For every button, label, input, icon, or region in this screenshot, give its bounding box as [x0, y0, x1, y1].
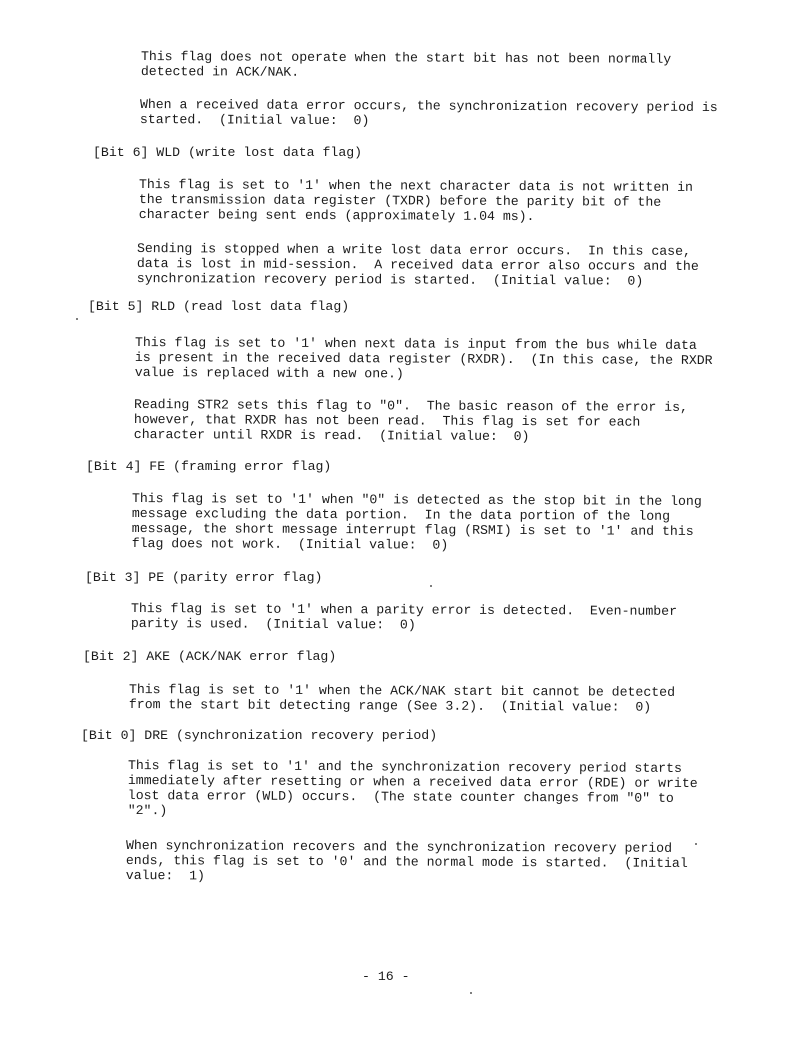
text-line: character being sent ends (approximately 1.04 ms).	[138, 206, 535, 225]
text-line: immediately after resetting or when a received data error (RDE) or write	[127, 772, 698, 791]
heading-bit6: [Bit 6] WLD (write lost data flag)	[93, 145, 363, 160]
text-line: This flag is set to '1' when "0" is detected as the stop bit in the long	[131, 491, 702, 509]
paragraph-fe	[132, 491, 702, 554]
text-line: data is lost in mid-session. A received data error also occurs and the	[136, 255, 699, 274]
scan-speck	[76, 318, 78, 320]
heading-bit5: [Bit 5] RLD (read lost data flag)	[88, 299, 350, 314]
text-line: value: 1)	[125, 867, 205, 884]
text-line: the transmission data register (TXDR) before the parity bit of the	[138, 191, 662, 210]
text-line: is present in the received data register (RXDR). (In this case, the RXDR	[134, 349, 713, 369]
paragraph-dre-1	[128, 758, 698, 821]
text-line: "2".)	[127, 802, 168, 819]
text-line: detected in ACK/NAK.	[140, 63, 300, 80]
scan-speck	[695, 843, 697, 845]
text-line: lost data error (WLD) occurs. (The state counter changes from "0" to	[127, 787, 674, 806]
paragraph-ack-nak-note	[141, 49, 671, 82]
text-line: This flag does not operate when the start bit has not been normally	[140, 49, 672, 67]
text-line: message excluding the data portion. In the data portion of the long	[131, 505, 671, 524]
text-line: This flag is set to '1' and the synchronization recovery period starts	[127, 758, 682, 776]
text-line: from the start bit detecting range (See 3.2). (Initial value: 0)	[128, 696, 652, 715]
text-line: message, the short message interrupt flag (RSMI) is set to '1' and this	[131, 520, 694, 539]
text-line: This flag is set to '1' when next data is input from the bus while data	[134, 335, 697, 353]
text-line: This flag is set to '1' when a parity error is detected. Even-number	[130, 601, 678, 619]
text-line: however, that RXDR has not been read. This flag is set for each	[133, 411, 641, 430]
text-line: When a received data error occurs, the synchronization recovery period is	[139, 97, 718, 116]
paragraph-received-error	[140, 97, 718, 130]
page-number: - 16 -	[362, 969, 410, 984]
paragraph-rld-2	[134, 397, 688, 445]
paragraph-wld-1	[139, 177, 693, 225]
scan-speck	[430, 585, 432, 587]
paragraph-wld-2	[137, 241, 699, 289]
text-line: ends, this flag is set to '0' and the normal mode is started. (Initial	[125, 852, 688, 871]
text-line: This flag is set to '1' when the next character data is not written in	[138, 177, 693, 195]
heading-bit0: [Bit 0] DRE (synchronization recovery period)	[81, 728, 438, 743]
scan-speck	[470, 992, 472, 994]
heading-bit2: [Bit 2] AKE (ACK/NAK error flag)	[83, 649, 337, 664]
paragraph-pe	[131, 601, 677, 634]
text-line: Sending is stopped when a write lost data error occurs. In this case,	[136, 241, 691, 259]
heading-bit4: [Bit 4] FE (framing error flag)	[86, 459, 332, 474]
text-line: This flag is set to '1' when the ACK/NAK start bit cannot be detected	[128, 682, 676, 700]
text-line: Reading STR2 sets this flag to "0". The basic reason of the error is,	[133, 397, 688, 415]
text-line: When synchronization recovers and the synchronization recovery period	[125, 838, 673, 856]
text-line: character until RXDR is read. (Initial value: 0)	[133, 426, 530, 445]
text-line: parity is used. (Initial value: 0)	[130, 615, 416, 633]
text-line: flag does not work. (Initial value: 0)	[131, 535, 449, 553]
paragraph-dre-2	[126, 838, 688, 886]
text-line: synchronization recovery period is started. (Initial value: 0)	[136, 270, 644, 289]
text-line: started. (Initial value: 0)	[139, 111, 370, 129]
text-line: value is replaced with a new one.)	[134, 364, 404, 382]
paragraph-ake	[129, 682, 675, 715]
paragraph-rld-1	[135, 335, 713, 383]
heading-bit3: [Bit 3] PE (parity error flag)	[85, 570, 323, 585]
